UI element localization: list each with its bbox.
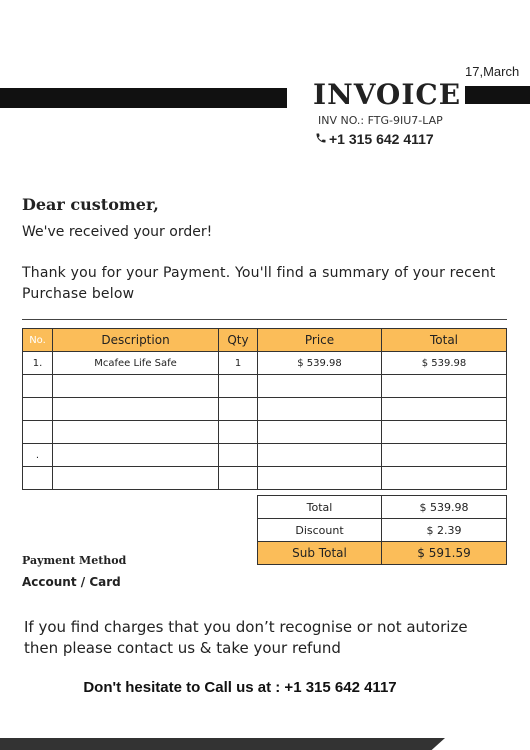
col-header-no: No. (23, 329, 53, 352)
invoice-title: INVOICE (313, 78, 462, 111)
cell-no: 1. (23, 352, 53, 375)
totals-row-discount (258, 519, 507, 542)
subtotal-label: Sub Total (258, 542, 382, 565)
order-received-text: We've received your order! (22, 224, 213, 240)
cell-description: Mcafee Life Safe (53, 352, 219, 375)
cell-no: . (23, 444, 53, 467)
cell-total (382, 421, 507, 444)
header-bar-right (465, 86, 530, 104)
refund-notice: If you find charges that you don’t recognise or not autorize then please contact us & take your refund (24, 618, 468, 657)
total-label: Total (258, 496, 382, 519)
cell-price (258, 375, 382, 398)
table-row (23, 421, 507, 444)
cell-total (382, 444, 507, 467)
call-us-text: Don't hesitate to Call us at : +1 315 642 4117 (83, 679, 397, 696)
header-phone (315, 131, 434, 147)
table-row (23, 398, 507, 421)
totals-row-subtotal (258, 542, 507, 565)
header-bar-left (0, 88, 287, 108)
payment-method-value: Account / Card (22, 575, 121, 589)
cell-qty (219, 375, 258, 398)
invoice-number: INV NO.: FTG-9IU7-LAP (318, 114, 443, 127)
thanks-text: Thank you for your Payment. You'll find a summary of your recent Purchase below (22, 265, 496, 302)
col-header-price: Price (258, 329, 382, 352)
discount-label: Discount (258, 519, 382, 542)
cell-no (23, 398, 53, 421)
cell-total: $ 539.98 (382, 352, 507, 375)
cell-qty: 1 (219, 352, 258, 375)
cell-price: $ 539.98 (258, 352, 382, 375)
cell-total (382, 375, 507, 398)
col-header-total: Total (382, 329, 507, 352)
cell-no (23, 467, 53, 490)
totals-row-total (258, 496, 507, 519)
items-table (22, 328, 507, 490)
totals-table (257, 495, 507, 565)
cell-no (23, 421, 53, 444)
cell-qty (219, 467, 258, 490)
discount-value: $ 2.39 (382, 519, 507, 542)
cell-price (258, 444, 382, 467)
cell-description (53, 444, 219, 467)
col-header-description: Description (53, 329, 219, 352)
header-phone-number: +1 315 642 4117 (329, 131, 434, 147)
cell-description (53, 421, 219, 444)
cell-price (258, 398, 382, 421)
cell-price (258, 421, 382, 444)
cell-price (258, 467, 382, 490)
table-row (23, 467, 507, 490)
invoice-date: 17,March (465, 64, 520, 79)
divider (22, 319, 507, 320)
cell-qty (219, 398, 258, 421)
cell-description (53, 467, 219, 490)
phone-icon (315, 131, 327, 147)
table-row (23, 375, 507, 398)
cell-total (382, 467, 507, 490)
payment-method-label: Payment Method (22, 554, 127, 567)
footer-bar (0, 738, 445, 750)
cell-qty (219, 421, 258, 444)
cell-total (382, 398, 507, 421)
cell-no (23, 375, 53, 398)
table-row (23, 444, 507, 467)
greeting: Dear customer, (22, 195, 159, 214)
cell-description (53, 398, 219, 421)
table-row (23, 352, 507, 375)
total-value: $ 539.98 (382, 496, 507, 519)
subtotal-value: $ 591.59 (382, 542, 507, 565)
cell-description (53, 375, 219, 398)
col-header-qty: Qty (219, 329, 258, 352)
cell-qty (219, 444, 258, 467)
table-header-row (23, 329, 507, 352)
